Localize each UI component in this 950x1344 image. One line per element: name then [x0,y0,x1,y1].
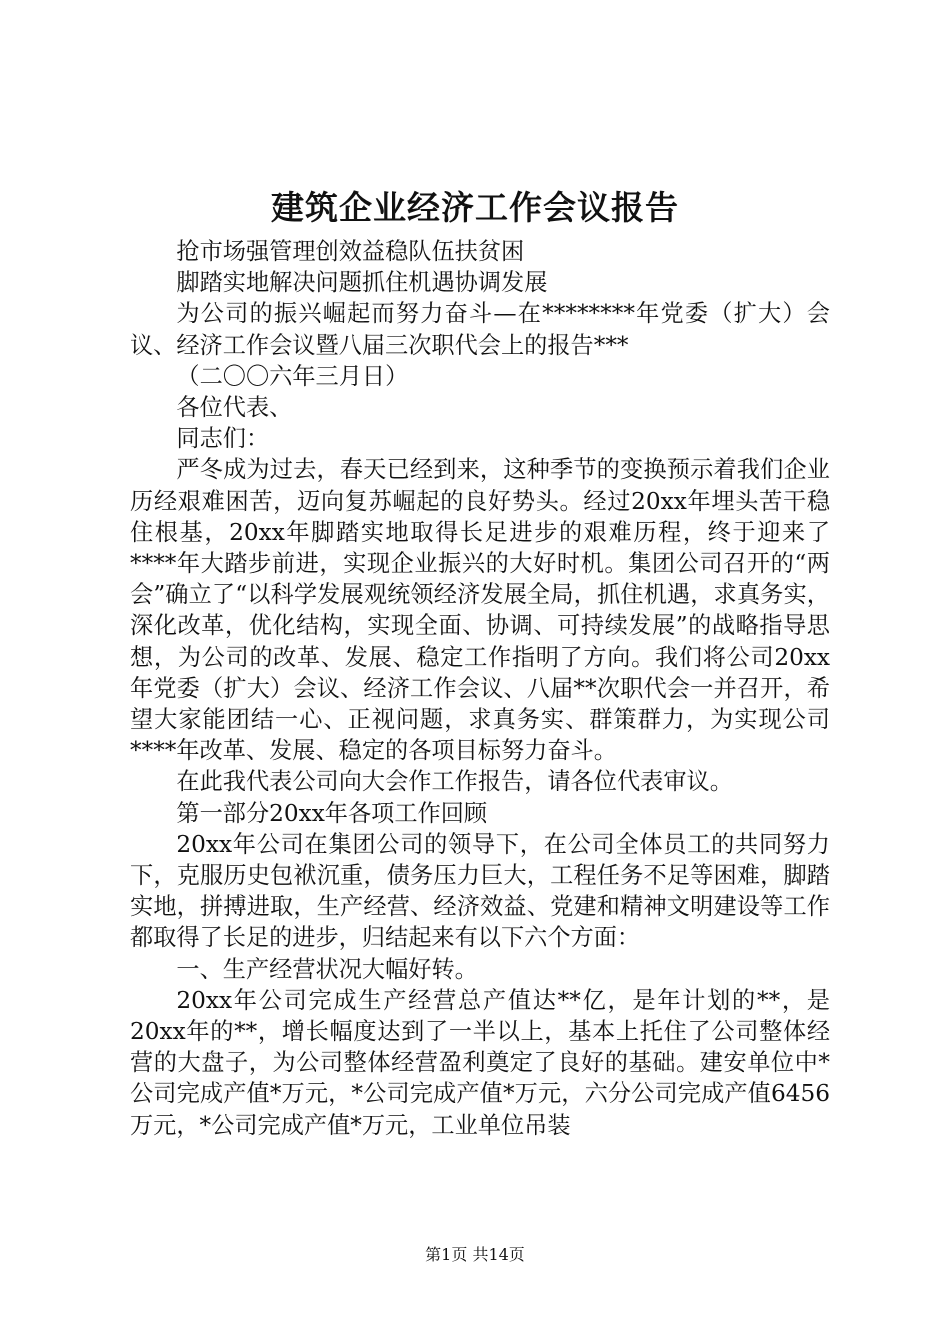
subsection-heading: 一、生产经营状况大幅好转。 [176,955,478,983]
subtitle-line-2: 脚踏实地解决问题抓住机遇协调发展 [176,269,548,297]
body-paragraph: 20xx年公司在集团公司的领导下，在公司全体员工的共同努力下，克服历史包袱沉重，债务压力巨大，工程任务不足等困难，脚踏实地，拼搏进取，生产经营、经济效益、党建和精神文明建设等工作都取得了长足的进步，归结起来有以下六个方面： [130,830,830,952]
report-heading: 为公司的振兴崛起而努力奋斗—在********年党委（扩大）会议、经济工作会议暨八届三次职代会上的报告*** [130,300,830,359]
subtitle-line-1: 抢市场强管理创效益稳队伍扶贫困 [176,238,525,265]
document-body [130,236,830,1141]
document-title: 建筑企业经济工作会议报告 [271,188,679,227]
body-paragraph: 严冬成为过去，春天已经到来，这种季节的变换预示着我们企业历经艰难困苦，迈向复苏崛起的良好势头。经过20xx年埋头苦干稳住根基，20xx年脚踏实地取得长足进步的艰难历程，终于迎来了****年大踏步前进，实现企业振兴的大好时机。集团公司召开的“两会”确立了“以科学发展观统领经济发展全局，抓住机遇，求真务实，深化改革，优化结构，实现全面、协调、可持续发展”的战略指导思想，为公司的改革、发展、稳定工作指明了方向。我们将公司20xx年党委（扩大）会议、经济工作会议、八届**次职代会一并召开，希望大家能团结一心、正视问题，求真务实、群策群力，为实现公司****年改革、发展、稳定的各项目标努力奋斗。 [130,456,831,765]
body-paragraph: 20xx年公司完成生产经营总产值达**亿，是年计划的**，是20xx年的**，增长幅度达到了一半以上，基本上托住了公司整体经营的大盘子，为公司整体经营盈利奠定了良好的基础。建安单位中*公司完成产值*万元，*公司完成产值*万元，六分公司完成产值6456万元，*公司完成产值*万元，工业单位吊装 [130,986,830,1139]
salutation-1: 各位代表、 [176,394,293,422]
salutation-2: 同志们： [176,425,270,453]
section-heading: 第一部分20xx年各项工作回顾 [176,799,488,827]
body-paragraph: 在此我代表公司向大会作工作报告，请各位代表审议。 [176,768,733,796]
page-footer: 第1页 共14页 [425,1245,525,1264]
report-date: （二〇〇六年三月日） [176,362,409,390]
